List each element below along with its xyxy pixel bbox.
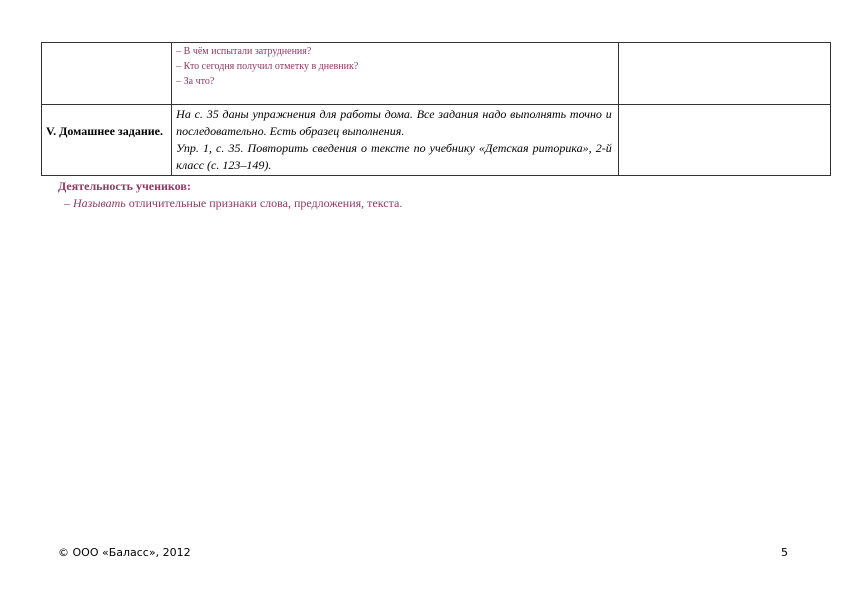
stage-cell-empty: [42, 43, 172, 105]
question-line: – За что?: [176, 76, 215, 87]
lesson-table: [41, 42, 831, 176]
homework-paragraph: На с. 35 даны упражнения для работы дома. Все задания надо выполнять точно и последовательно. Есть образец выполнения.: [176, 107, 612, 138]
notes-cell-empty: [618, 43, 830, 105]
table-row: [42, 43, 831, 105]
question-line: – В чём испытали затруднения?: [176, 46, 312, 57]
table-row: [42, 105, 831, 176]
notes-cell-empty: [618, 105, 830, 176]
activity-verb: Называть: [73, 196, 126, 210]
stage-cell: [42, 105, 172, 176]
student-activity: [58, 178, 402, 212]
question-list: [172, 43, 618, 89]
homework-text: [172, 105, 618, 174]
section-title: V. Домашнее задание.: [46, 124, 163, 138]
activity-text: отличительные признаки слова, предложения, текста.: [125, 196, 403, 210]
activity-dash: –: [64, 196, 73, 210]
teacher-activity-cell: [172, 43, 619, 105]
question-line: – Кто сегодня получил отметку в дневник?: [176, 61, 359, 72]
activity-item: [58, 195, 402, 212]
activity-title: Деятельность учеников:: [58, 179, 191, 193]
homework-paragraph: Упр. 1, с. 35. Повторить сведения о тексте по учебнику «Детская риторика», 2-й класс (с. 123–149).: [176, 141, 612, 172]
page-number: 5: [781, 546, 788, 559]
footer-copyright: © ООО «Баласс», 2012: [58, 546, 191, 559]
homework-cell: [172, 105, 619, 176]
